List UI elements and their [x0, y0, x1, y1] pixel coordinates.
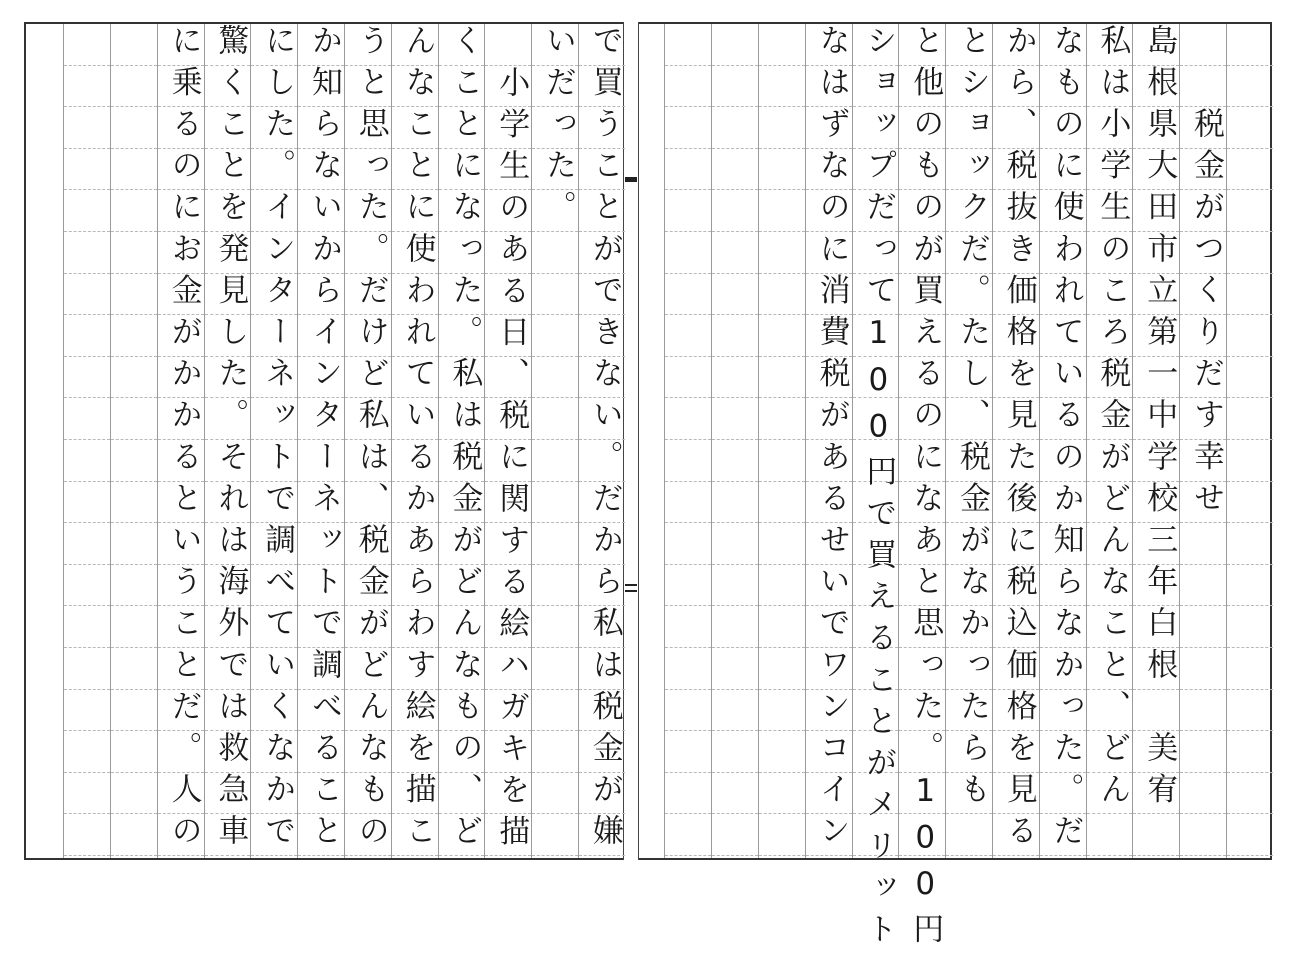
manuscript-column	[1226, 24, 1273, 858]
manuscript-line: なはずなのに消費税があるせいでワンコイン	[813, 24, 850, 856]
grid-cell	[1227, 606, 1273, 648]
grid-cell	[64, 648, 110, 690]
grid-cell	[1227, 274, 1273, 316]
manuscript-column	[992, 24, 1039, 858]
grid-cell	[665, 357, 711, 399]
grid-cell	[1227, 398, 1273, 440]
grid-cell	[665, 24, 711, 66]
grid-cell	[759, 565, 805, 607]
grid-cell	[665, 648, 711, 690]
grid-cell	[1227, 731, 1273, 773]
grid-cell	[64, 482, 110, 524]
manuscript-column	[578, 24, 625, 858]
grid-cell	[1180, 606, 1226, 648]
manuscript-column	[344, 24, 391, 858]
grid-cell	[712, 315, 758, 357]
grid-cell	[1227, 814, 1273, 856]
grid-cell	[665, 731, 711, 773]
grid-cell	[712, 66, 758, 108]
grid-cell	[111, 149, 157, 191]
grid-cell	[111, 398, 157, 440]
grid-cell	[64, 274, 110, 316]
center-gutter	[623, 22, 639, 860]
grid-cell	[712, 357, 758, 399]
grid-cell	[759, 648, 805, 690]
grid-cell	[532, 274, 578, 316]
grid-cell	[532, 398, 578, 440]
manuscript-line: んなことに使われているかあらわす絵を描こ	[399, 24, 436, 856]
manuscript-column	[1132, 24, 1179, 858]
grid-cell	[532, 731, 578, 773]
grid-cell	[111, 315, 157, 357]
grid-cell	[111, 648, 157, 690]
manuscript-line: くことになった。私は税金がどんなもの、ど	[446, 24, 483, 856]
grid-cell	[111, 814, 157, 856]
grid-cell	[64, 357, 110, 399]
grid-cell	[64, 190, 110, 232]
grid-cell	[1227, 190, 1273, 232]
grid-cell	[1227, 149, 1273, 191]
grid-cell	[712, 690, 758, 732]
grid-cell	[532, 565, 578, 607]
grid-cell	[712, 107, 758, 149]
grid-cell	[665, 190, 711, 232]
grid-cell	[712, 606, 758, 648]
grid-cell	[665, 149, 711, 191]
grid-cell	[1227, 440, 1273, 482]
grid-cell	[111, 773, 157, 815]
manuscript-column	[1086, 24, 1133, 858]
manuscript-line: いだった。	[539, 24, 576, 232]
grid-cell	[759, 690, 805, 732]
manuscript-column	[110, 24, 157, 858]
grid-cell	[64, 440, 110, 482]
gutter-center-mark-2	[625, 590, 637, 592]
grid-cell	[665, 565, 711, 607]
grid-cell	[532, 357, 578, 399]
grid-cell	[64, 398, 110, 440]
grid-cell	[111, 440, 157, 482]
grid-cell	[532, 232, 578, 274]
grid-cell	[759, 398, 805, 440]
grid-cell	[1227, 24, 1273, 66]
grid-cell	[111, 565, 157, 607]
grid-cell	[1180, 773, 1226, 815]
grid-cell	[64, 606, 110, 648]
grid-cell	[532, 315, 578, 357]
grid-cell	[759, 606, 805, 648]
manuscript-column	[204, 24, 251, 858]
manuscript-line: 税金がつくりだす幸せ	[1187, 107, 1224, 524]
grid-cell	[665, 315, 711, 357]
grid-cell	[111, 66, 157, 108]
grid-cell	[665, 773, 711, 815]
grid-cell	[64, 814, 110, 856]
grid-cell	[1227, 523, 1273, 565]
manuscript-line: うと思った。だけど私は、税金がどんなもの	[352, 24, 389, 856]
grid-cell	[759, 440, 805, 482]
grid-cell	[1180, 731, 1226, 773]
grid-cell	[759, 232, 805, 274]
grid-cell	[712, 190, 758, 232]
manuscript-column	[898, 24, 945, 954]
grid-cell	[1227, 773, 1273, 815]
grid-cell	[111, 523, 157, 565]
grid-cell	[1227, 315, 1273, 357]
grid-cell	[712, 149, 758, 191]
manuscript-column	[758, 24, 805, 858]
manuscript-column	[1039, 24, 1086, 858]
manuscript-line: 小学生のある日、税に関する絵ハガキを描	[493, 65, 530, 856]
manuscript-column	[852, 24, 899, 954]
grid-cell	[64, 523, 110, 565]
grid-cell	[532, 773, 578, 815]
grid-cell	[759, 190, 805, 232]
grid-cell	[64, 149, 110, 191]
manuscript-column	[391, 24, 438, 858]
grid-cell	[1227, 648, 1273, 690]
gutter-top-mark	[625, 177, 637, 182]
grid-cell	[665, 523, 711, 565]
grid-cell	[64, 690, 110, 732]
grid-cell	[712, 398, 758, 440]
grid-cell	[64, 107, 110, 149]
grid-cell	[759, 315, 805, 357]
grid-cell	[111, 24, 157, 66]
grid-cell	[759, 107, 805, 149]
grid-cell	[1180, 565, 1226, 607]
grid-cell	[712, 731, 758, 773]
grid-cell	[64, 731, 110, 773]
manuscript-line: なものに使われているのか知らなかった。だ	[1047, 24, 1084, 856]
grid-cell	[1227, 482, 1273, 524]
grid-cell	[759, 482, 805, 524]
grid-cell	[64, 315, 110, 357]
grid-cell	[1227, 690, 1273, 732]
grid-cell	[946, 814, 992, 856]
grid-cell	[759, 357, 805, 399]
grid-cell	[532, 814, 578, 856]
manuscript-column	[438, 24, 485, 858]
manuscript-line: 島根県大田市立第一中学校三年白根 美宥	[1141, 24, 1178, 815]
grid-cell	[665, 440, 711, 482]
grid-cell	[532, 648, 578, 690]
manuscript-column	[531, 24, 578, 858]
manuscript-column	[711, 24, 758, 858]
grid-cell	[111, 190, 157, 232]
grid-cell	[759, 731, 805, 773]
grid-cell	[759, 773, 805, 815]
manuscript-line: 驚くことを発見した。それは海外では救急車	[212, 24, 249, 856]
grid-cell	[532, 690, 578, 732]
grid-cell	[1227, 565, 1273, 607]
manuscript-column	[1179, 24, 1226, 858]
grid-cell	[64, 66, 110, 108]
grid-cell	[712, 523, 758, 565]
grid-cell	[665, 107, 711, 149]
grid-cell	[1227, 232, 1273, 274]
grid-cell	[1227, 66, 1273, 108]
grid-cell	[712, 482, 758, 524]
grid-cell	[1180, 648, 1226, 690]
grid-cell	[111, 107, 157, 149]
grid-cell	[1133, 814, 1179, 856]
grid-cell	[532, 523, 578, 565]
manuscript-line: から、税抜き価格を見た後に税込価格を見る	[1000, 24, 1037, 856]
grid-cell	[759, 274, 805, 316]
grid-cell	[712, 648, 758, 690]
grid-cell	[665, 482, 711, 524]
grid-cell	[1227, 357, 1273, 399]
grid-cell	[532, 606, 578, 648]
manuscript-line: 私は小学生のころ税金がどんなこと、どん	[1094, 24, 1131, 815]
grid-cell	[712, 274, 758, 316]
grid-cell	[64, 773, 110, 815]
manuscript-column	[664, 24, 711, 858]
grid-cell	[111, 232, 157, 274]
grid-cell	[665, 690, 711, 732]
grid-cell	[111, 690, 157, 732]
manuscript-column	[157, 24, 204, 858]
grid-cell	[712, 773, 758, 815]
grid-cell	[111, 482, 157, 524]
manuscript-line: にした。インターネットで調べていくなかで	[259, 24, 296, 856]
grid-cell	[759, 523, 805, 565]
grid-cell	[1180, 814, 1226, 856]
grid-cell	[759, 814, 805, 856]
grid-cell	[111, 357, 157, 399]
grid-cell	[712, 232, 758, 274]
manuscript-column	[63, 24, 110, 858]
grid-cell	[712, 565, 758, 607]
grid-cell	[64, 565, 110, 607]
grid-cell	[1180, 690, 1226, 732]
grid-cell	[712, 440, 758, 482]
grid-cell	[111, 606, 157, 648]
manuscript-line: に乗るのにお金がかかるということだ。人の	[165, 24, 202, 856]
grid-cell	[64, 24, 110, 66]
manuscript-line: ショップだって100円で買えることがメリット	[860, 24, 897, 954]
grid-cell	[64, 232, 110, 274]
grid-cell	[665, 232, 711, 274]
manuscript-column	[484, 24, 531, 858]
grid-cell	[712, 24, 758, 66]
manuscript-line: で買うことができない。だから私は税金が嫌	[586, 24, 623, 856]
grid-cell	[665, 398, 711, 440]
grid-cell	[1227, 107, 1273, 149]
grid-cell	[532, 440, 578, 482]
grid-cell	[665, 814, 711, 856]
manuscript-column	[297, 24, 344, 858]
grid-cell	[712, 814, 758, 856]
grid-cell	[532, 482, 578, 524]
manuscript-column	[250, 24, 297, 858]
grid-cell	[665, 606, 711, 648]
grid-cell	[759, 66, 805, 108]
grid-cell	[759, 149, 805, 191]
grid-cell	[665, 274, 711, 316]
grid-cell	[111, 274, 157, 316]
grid-cell	[1180, 523, 1226, 565]
grid-cell	[665, 66, 711, 108]
gutter-center-mark-1	[625, 584, 637, 586]
manuscript-line: と他のものが買えるのになあと思った。100円	[907, 24, 944, 954]
manuscript-line: か知らないからインターネットで調べること	[305, 24, 342, 856]
manuscript-line: とショックだ。たし、税金がなかったらも	[953, 24, 990, 815]
grid-cell	[1087, 814, 1133, 856]
manuscript-column	[945, 24, 992, 858]
manuscript-column	[805, 24, 852, 858]
grid-cell	[759, 24, 805, 66]
grid-cell	[111, 731, 157, 773]
